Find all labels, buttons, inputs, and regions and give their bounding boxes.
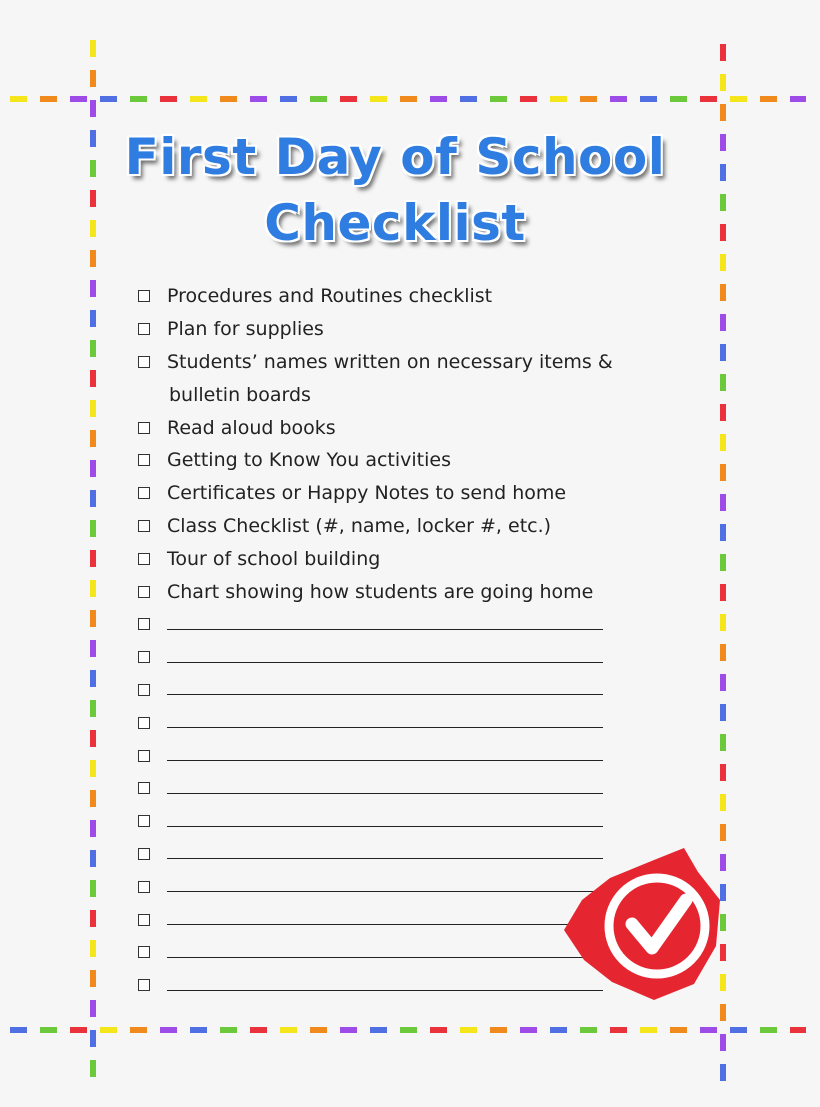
checklist-item-label: Plan for supplies [167,318,324,341]
empty-checkbox-icon[interactable] [138,782,150,794]
page-title-line-1: First Day of School [124,128,666,186]
empty-checkbox-icon[interactable] [138,946,150,958]
red-checkmark-stamp-icon [558,838,728,1008]
checklist-item [138,411,638,444]
empty-checkbox-icon[interactable] [138,651,150,663]
empty-checkbox-icon[interactable] [138,323,150,335]
checklist-item [138,510,638,543]
empty-checkbox-icon[interactable] [138,290,150,302]
checklist-item [138,444,638,477]
checklist-item-label: Read aloud books [167,416,336,439]
empty-checkbox-icon[interactable] [138,815,150,827]
checklist-item [138,477,638,510]
blank-checklist-row [138,739,638,772]
checklist-item-label: Certificates or Happy Notes to send home [167,482,567,505]
empty-checkbox-icon[interactable] [138,914,150,926]
blank-write-in-line[interactable] [167,826,603,827]
blank-write-in-line[interactable] [167,629,603,630]
empty-checkbox-icon[interactable] [138,487,150,499]
blank-write-in-line[interactable] [167,891,603,892]
checklist-item [138,313,638,346]
blank-write-in-line[interactable] [167,924,603,925]
empty-checkbox-icon[interactable] [138,422,150,434]
empty-checkbox-icon[interactable] [138,520,150,532]
checklist-item-label: bulletin boards [169,383,311,406]
checklist-item-label: Chart showing how students are going home [167,580,594,603]
stamp-shape [564,848,720,1000]
blank-write-in-line[interactable] [167,793,603,794]
checklist-item-label: Students’ names written on necessary items & [167,350,613,373]
blank-write-in-line[interactable] [167,727,603,728]
empty-checkbox-icon[interactable] [138,717,150,729]
blank-write-in-line[interactable] [167,662,603,663]
empty-checkbox-icon[interactable] [138,750,150,762]
blank-write-in-line[interactable] [167,990,603,991]
empty-checkbox-icon[interactable] [138,684,150,696]
blank-write-in-line[interactable] [167,760,603,761]
checklist-item [138,542,638,575]
checklist-item-label: Class Checklist (#, name, locker #, etc.) [167,514,552,537]
empty-checkbox-icon[interactable] [138,356,150,368]
empty-checkbox-icon[interactable] [138,553,150,565]
blank-write-in-line[interactable] [167,858,603,859]
empty-checkbox-icon[interactable] [138,979,150,991]
blank-checklist-row [138,772,638,805]
empty-checkbox-icon[interactable] [138,618,150,630]
blank-checklist-row [138,641,638,674]
empty-checkbox-icon[interactable] [138,848,150,860]
checklist-item-continuation [138,378,638,411]
blank-checklist-row [138,706,638,739]
empty-checkbox-icon[interactable] [138,454,150,466]
page-title-line-2: Checklist [264,194,526,252]
checklist-item-label: Tour of school building [167,547,381,570]
blank-write-in-line[interactable] [167,957,603,958]
checklist-item-label: Getting to Know You activities [167,449,451,472]
empty-checkbox-icon[interactable] [138,881,150,893]
blank-checklist-row [138,805,638,838]
checklist-item [138,280,638,313]
blank-write-in-line[interactable] [167,694,603,695]
checklist-item [138,346,638,379]
blank-checklist-row [138,674,638,707]
checklist-item-label: Procedures and Routines checklist [167,285,493,308]
checklist-item [138,575,638,608]
empty-checkbox-icon[interactable] [138,586,150,598]
blank-checklist-row [138,608,638,641]
